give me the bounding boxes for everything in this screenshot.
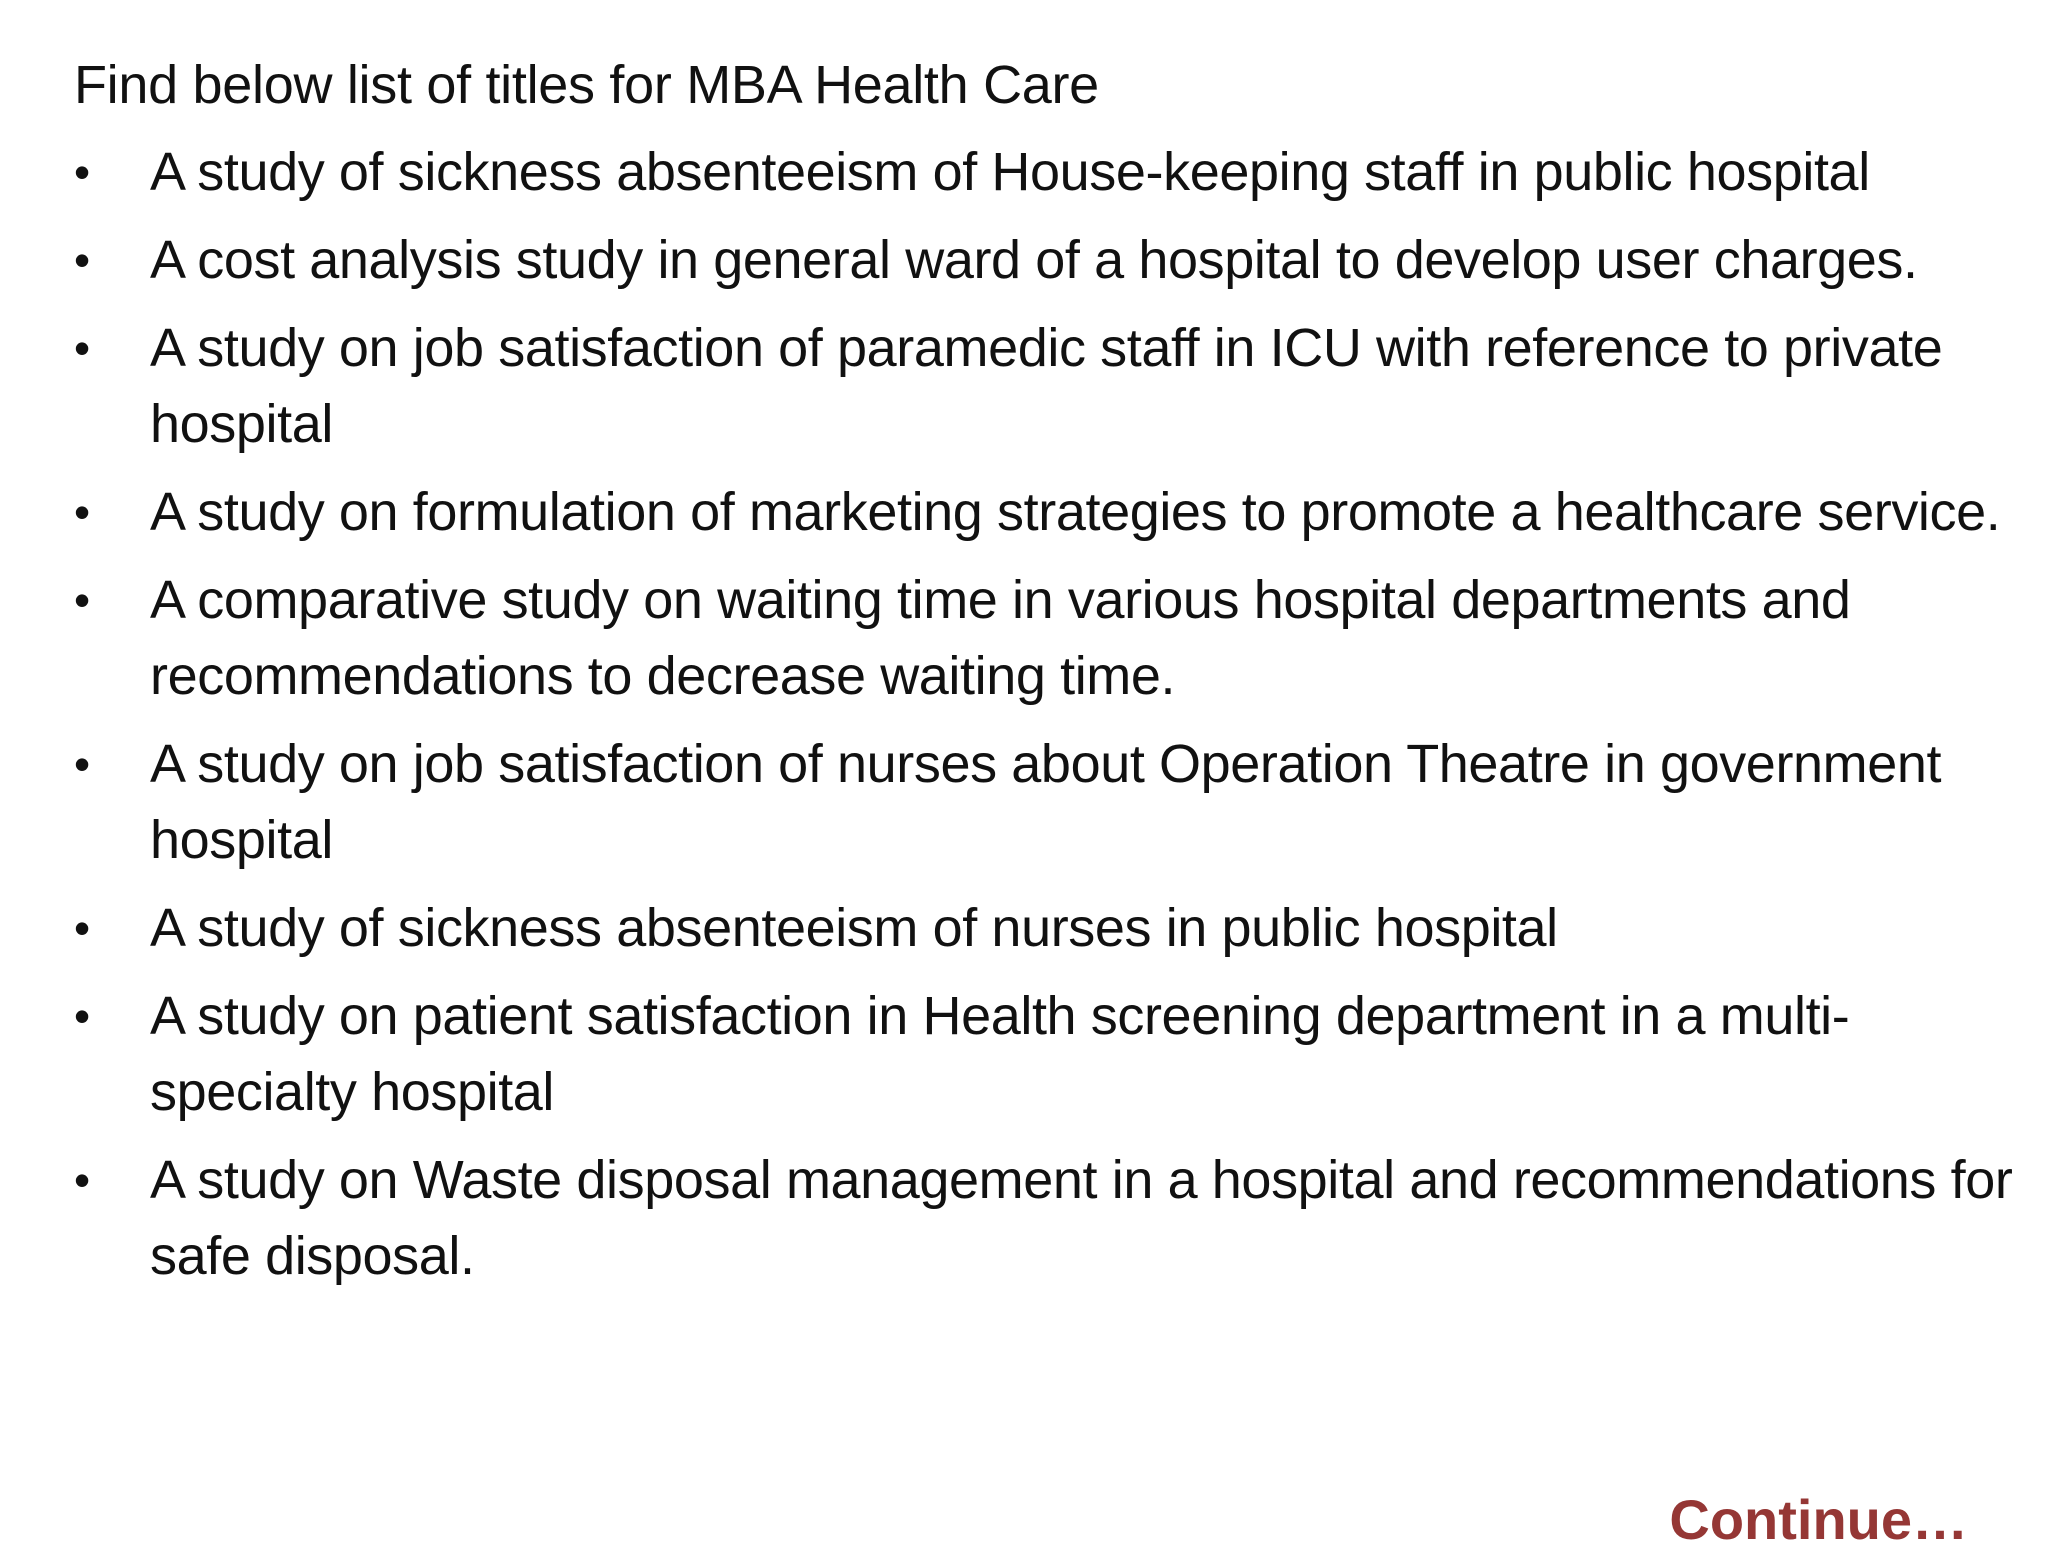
list-item-text: A study of sickness absenteeism of nurses in public hospital	[150, 898, 1558, 958]
list-item-text: A study on job satisfaction of paramedic staff in ICU with reference to private hospital	[150, 318, 1943, 454]
list-item	[74, 726, 2034, 878]
intro-heading: Find below list of titles for MBA Health Care	[74, 55, 1099, 115]
bullet-icon: •	[74, 146, 90, 198]
list-item	[74, 1142, 2034, 1294]
bullet-icon: •	[74, 234, 90, 286]
list-item	[74, 222, 2034, 298]
list-item	[74, 310, 2034, 462]
bullet-icon: •	[74, 322, 90, 374]
bullet-icon: •	[74, 738, 90, 790]
list-item	[74, 978, 2034, 1130]
bullet-icon: •	[74, 486, 90, 538]
list-item-text: A comparative study on waiting time in various hospital departments and recommendations to decrease waiting time.	[150, 570, 1851, 706]
list-item-text: A study of sickness absenteeism of House-keeping staff in public hospital	[150, 142, 1870, 202]
list-item-text: A study on job satisfaction of nurses about Operation Theatre in government hospital	[150, 734, 1942, 870]
list-item-text: A cost analysis study in general ward of a hospital to develop user charges.	[150, 230, 1918, 290]
bullet-icon: •	[74, 990, 90, 1042]
list-item	[74, 890, 2034, 966]
list-item-text: A study on formulation of marketing strategies to promote a healthcare service.	[150, 482, 2001, 542]
title-list	[74, 134, 2034, 1306]
continue-link[interactable]: Continue…	[1669, 1488, 1968, 1551]
bullet-icon: •	[74, 574, 90, 626]
bullet-icon: •	[74, 902, 90, 954]
list-item	[74, 562, 2034, 714]
list-item-text: A study on Waste disposal management in a hospital and recommendations for safe disposal.	[150, 1150, 2013, 1286]
list-item	[74, 134, 2034, 210]
list-item-text: A study on patient satisfaction in Health screening department in a multi-specialty hospital	[150, 986, 1850, 1122]
bullet-icon: •	[74, 1154, 90, 1206]
list-item	[74, 474, 2034, 550]
